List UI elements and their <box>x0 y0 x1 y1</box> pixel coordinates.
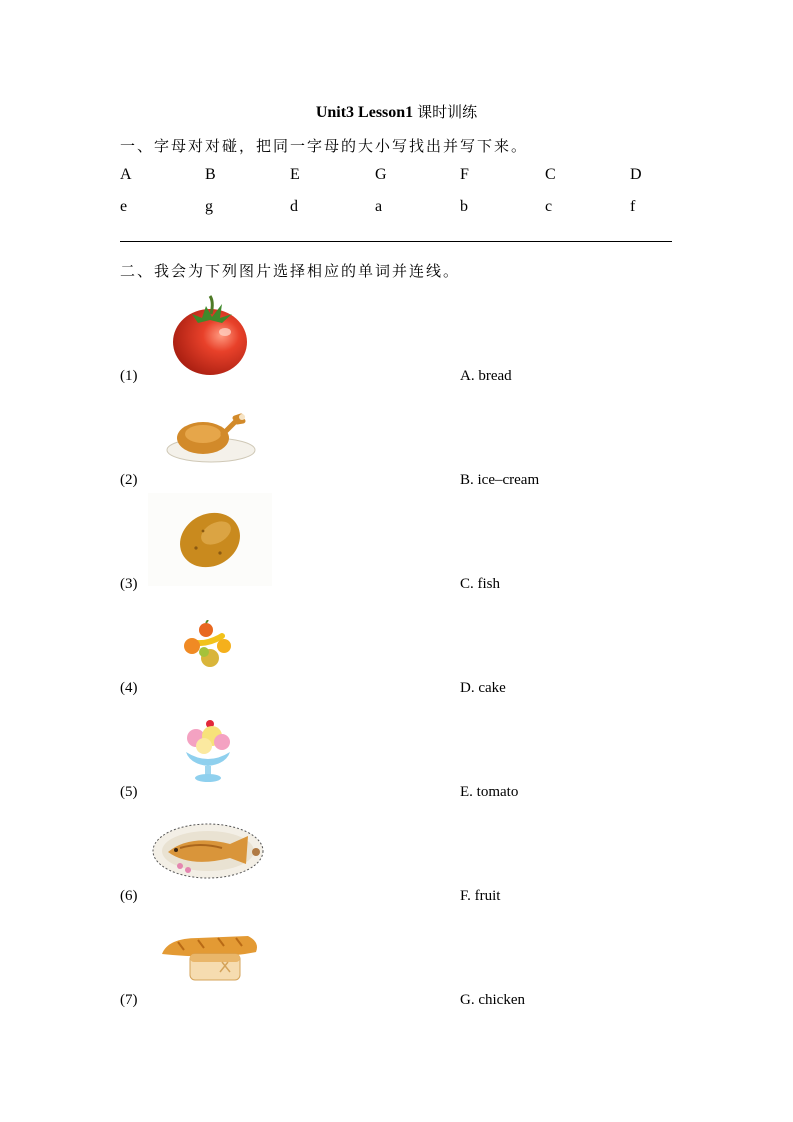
lowercase-letter: b <box>460 198 468 215</box>
uppercase-letter: B <box>205 166 216 183</box>
title-main: Unit3 Lesson1 <box>315 104 414 121</box>
uppercase-letter: F <box>460 166 469 183</box>
item-number: (1) <box>120 368 138 384</box>
item-number: (3) <box>120 576 138 592</box>
ice-cream-icon[interactable] <box>182 718 234 784</box>
lowercase-letter: e <box>120 198 128 215</box>
item-number: (2) <box>120 472 138 488</box>
uppercase-row <box>0 166 793 186</box>
option-label[interactable]: A. bread <box>460 368 512 384</box>
section1-heading: 一、字母对对碰，把同一字母的大小写找出并写下来。 <box>120 137 529 155</box>
item-number: (6) <box>120 888 138 904</box>
option-label[interactable]: G. chicken <box>460 992 525 1008</box>
uppercase-letter: G <box>375 166 387 183</box>
uppercase-letter: A <box>120 166 132 183</box>
title-cn: 课时训练 <box>417 103 478 121</box>
uppercase-letter: E <box>290 166 300 183</box>
lowercase-row <box>0 198 793 218</box>
option-label[interactable]: E. tomato <box>460 784 519 800</box>
potato-icon[interactable] <box>148 493 272 586</box>
tomato-icon[interactable] <box>170 292 250 377</box>
option-label[interactable]: B. ice–cream <box>460 472 540 488</box>
bread-icon[interactable] <box>158 928 262 984</box>
uppercase-letter: C <box>545 166 556 183</box>
option-label[interactable]: C. fish <box>460 576 501 592</box>
fruit-icon[interactable] <box>180 620 240 670</box>
lowercase-letter: d <box>290 198 298 215</box>
lowercase-letter: f <box>630 198 636 215</box>
item-number: (5) <box>120 784 138 800</box>
option-label[interactable]: F. fruit <box>460 888 501 904</box>
item-number: (7) <box>120 992 138 1008</box>
worksheet-title <box>0 101 793 122</box>
fish-plate-icon[interactable] <box>150 820 270 882</box>
option-label[interactable]: D. cake <box>460 680 506 696</box>
answer-line[interactable] <box>120 241 672 242</box>
lowercase-letter: c <box>545 198 553 215</box>
section2-heading: 二、我会为下列图片选择相应的单词并连线。 <box>120 262 461 280</box>
lowercase-letter: a <box>375 198 383 215</box>
roast-chicken-icon[interactable] <box>165 410 257 465</box>
item-number: (4) <box>120 680 138 696</box>
uppercase-letter: D <box>630 166 642 183</box>
lowercase-letter: g <box>205 198 213 215</box>
